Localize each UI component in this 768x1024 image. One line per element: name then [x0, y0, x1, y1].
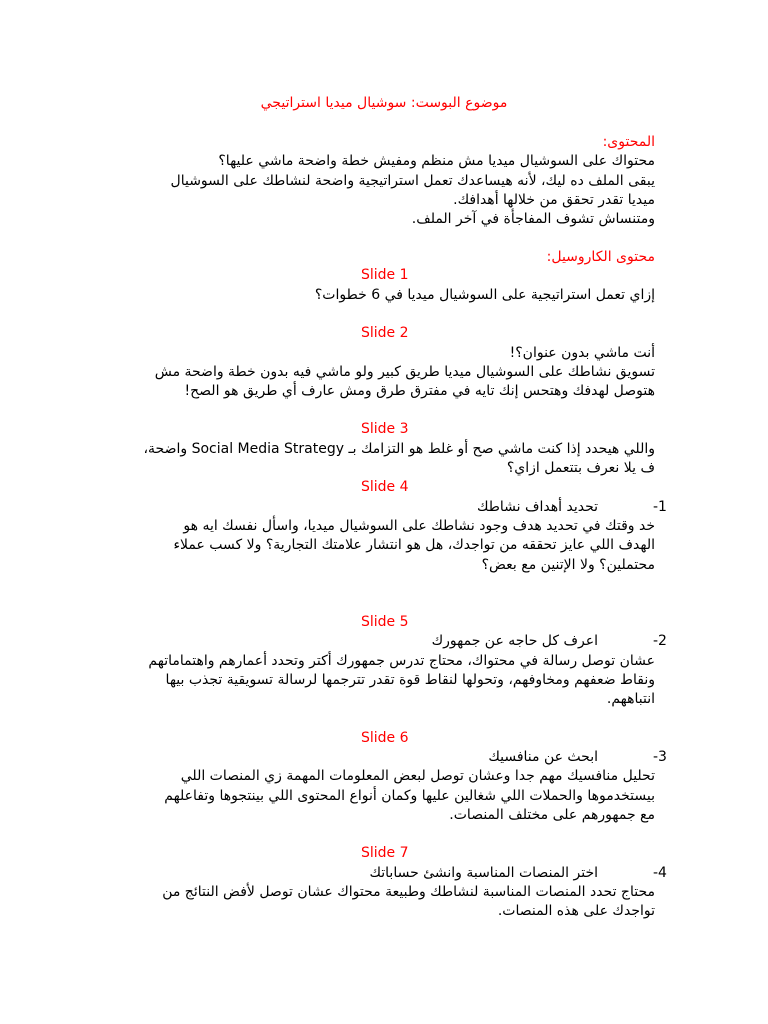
slide-text: أنت ماشي بدون عنوان؟! — [509, 345, 655, 361]
content-line: يبقى الملف ده ليك، لأنه هيساعدك تعمل استراتيجية واضحة لنشاطك على السوشيال — [170, 173, 655, 189]
list-heading: ابحث عن منافسيك — [488, 749, 598, 765]
list-number: -1 — [653, 499, 667, 515]
slide-label: Slide 2 — [361, 325, 409, 341]
slide-text: مع جمهورهم على مختلف المنصات. — [449, 807, 655, 823]
slide-text: محتملين؟ ولا الإتنين مع بعض؟ — [481, 557, 655, 573]
slide-text: بيستخدموها والحملات اللي شغالين عليها وكمان أنواع المحتوى اللي بينتجوها وتفاعلهم — [164, 788, 655, 804]
slide-text: خد وقتك في تحديد هدف وجود نشاطك على السوشيال ميديا، واسأل نفسك ايه هو — [183, 518, 655, 534]
list-number: -3 — [653, 749, 667, 765]
slide-text: محتاج تحدد المنصات المناسبة لنشاطك وطبيعة محتواك عشان توصل لأفض النتائج من — [162, 884, 655, 900]
content-heading: المحتوى: — [602, 134, 655, 150]
list-heading: اعرف كل حاجه عن جمهورك — [431, 633, 598, 649]
list-heading: تحديد أهداف نشاطك — [476, 499, 598, 515]
list-number: -2 — [653, 633, 667, 649]
list-number: -4 — [653, 865, 667, 881]
slide-label: Slide 3 — [361, 421, 409, 437]
slide-text: الهدف اللي عايز تحققه من تواجدك، هل هو انتشار علامتك التجارية؟ ولا كسب عملاء — [173, 537, 655, 553]
slide-text: تحليل منافسيك مهم جدا وعشان توصل لبعض المعلومات المهمة زي المنصات اللي — [180, 768, 655, 784]
slide-label: Slide 6 — [361, 730, 409, 746]
slide-text: هتوصل لهدفك وهتحس إنك تايه في مفترق طرق ومش عارف أي طريق هو الصح! — [184, 383, 655, 399]
slide-label: Slide 4 — [361, 479, 409, 495]
slide-text: ف يلا نعرف بتتعمل ازاي؟ — [506, 460, 655, 476]
slide-text: تسويق نشاطك على السوشيال ميديا طريق كبير ولو ماشي فيه بدون خطة واضحة مش — [154, 364, 655, 380]
slide-text: ونقاط ضعفهم ومخاوفهم، وتحولها لنقاط قوة تقدر تترجمها لرسالة تسويقية تجذب بيها — [165, 672, 655, 688]
content-line: ومتنساش تشوف المفاجأة في آخر الملف. — [411, 211, 655, 227]
list-heading: اختر المنصات المناسبة وانشئ حساباتك — [369, 865, 598, 881]
slide-text: تواجدك على هذه المنصات. — [497, 903, 655, 919]
content-line: محتواك على السوشيال ميديا مش منظم ومفيش خطة واضحة ماشي عليها؟ — [218, 153, 655, 169]
slide-text: واللي هيحدد إذا كنت ماشي صح أو غلط هو التزامك بـ Social Media Strategy واضحة، — [143, 441, 655, 457]
content-line: ميديا تقدر تحقق من خلالها أهدافك. — [453, 192, 655, 208]
carousel-heading: محتوى الكاروسيل: — [546, 249, 655, 265]
slide-text: انتباههم. — [606, 691, 655, 707]
slide-text: عشان توصل رسالة في محتواك، محتاج تدرس جمهورك أكتر وتحدد أعمارهم واهتماماتهم — [148, 653, 655, 669]
slide-label: Slide 1 — [361, 267, 409, 283]
slide-label: Slide 7 — [361, 845, 409, 861]
slide-text: إزاي تعمل استراتيجية على السوشيال ميديا في 6 خطوات؟ — [314, 287, 655, 303]
slide-label: Slide 5 — [361, 614, 409, 630]
post-title: موضوع البوست: سوشيال ميديا استراتيجي — [260, 95, 508, 111]
